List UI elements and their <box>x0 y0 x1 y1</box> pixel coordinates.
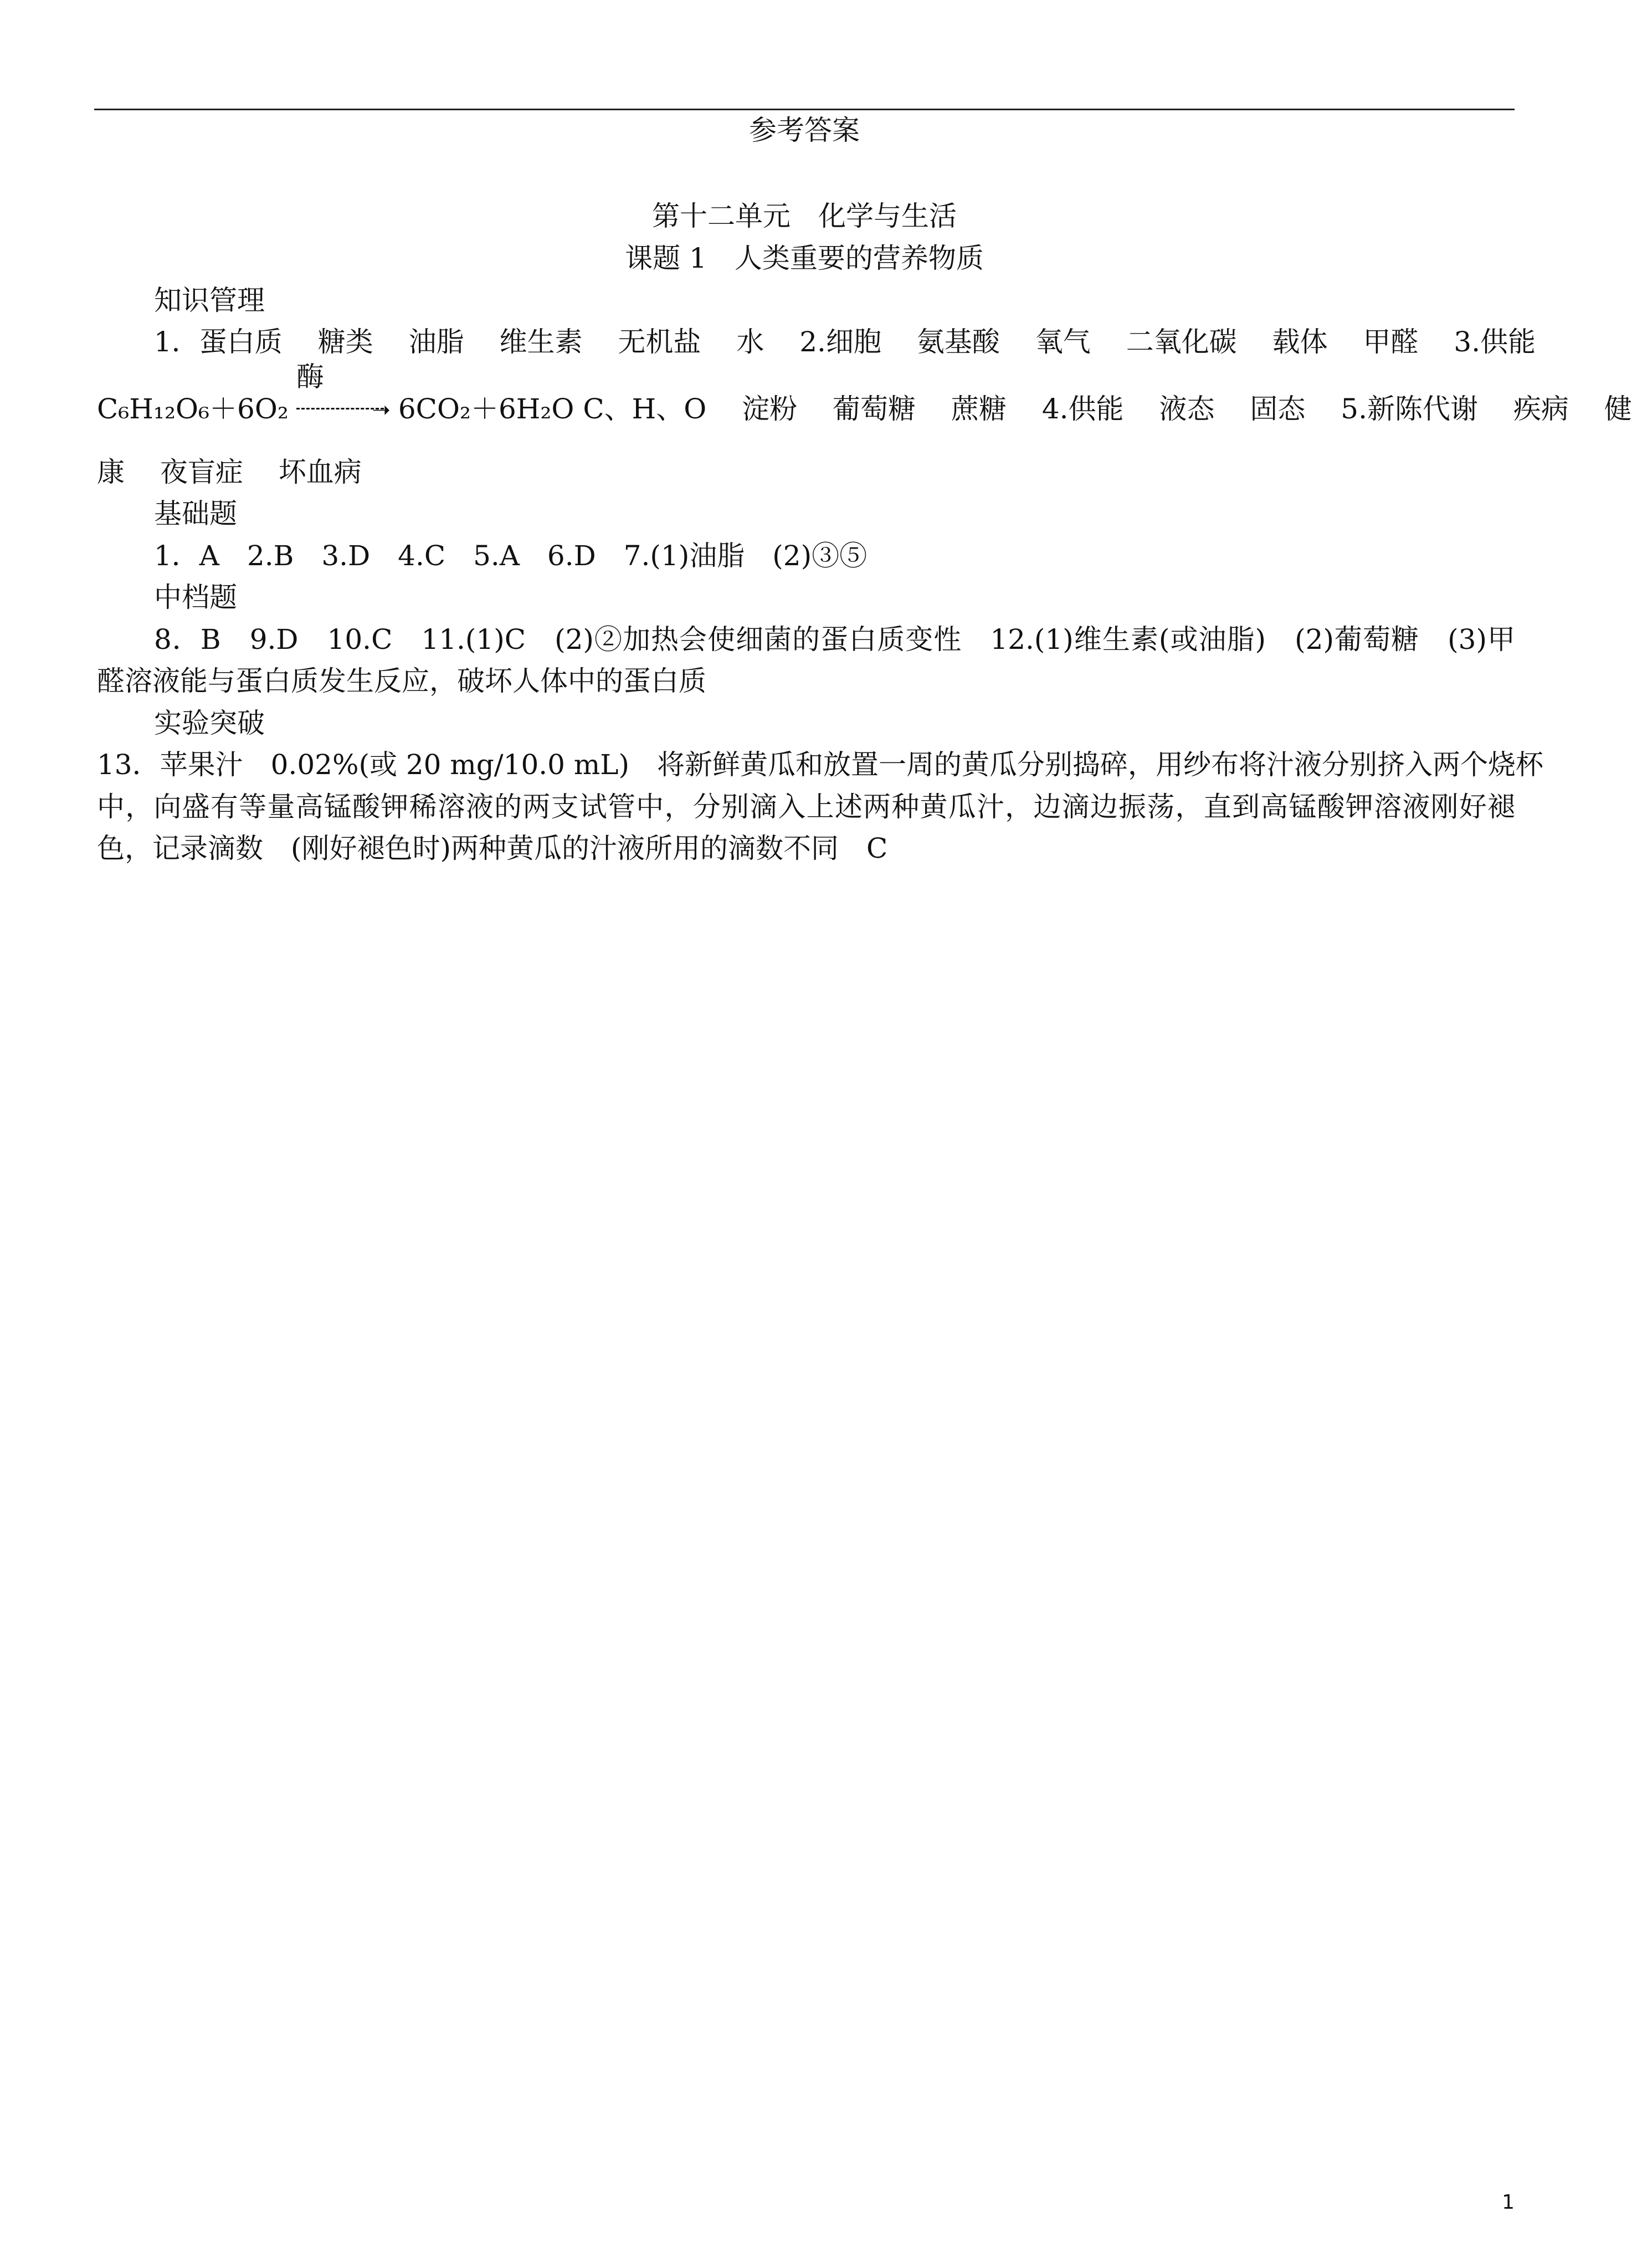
answer-item: 夜盲症 <box>160 456 243 488</box>
medium-answers-line-1: 8．B 9.D 10.C 11.(1)C (2)②加热会使细菌的蛋白质变性 12.(1)维生素(或油脂) (2)葡萄糖 (3)甲 <box>154 623 1515 656</box>
answer-item: 油脂 <box>408 326 464 358</box>
experiment-answers-line-3: 色，记录滴数 (刚好褪色时)两种黄瓜的汁液所用的滴数不同 C <box>97 832 888 864</box>
knowledge-line-2 <box>97 361 1632 426</box>
reaction-condition: 酶 <box>296 361 324 393</box>
experiment-answers-line-1: 13．苹果汁 0.02%(或 20 mg/10.0 mL) 将新鲜黄瓜和放置一周的黄瓜分别捣碎，用纱布将汁液分别挤入两个烧杯 <box>97 749 1543 781</box>
reaction-arrow-icon: 酶 ➝ <box>296 361 391 423</box>
page-header-title: 参考答案 <box>749 114 860 146</box>
answer-item: 1．蛋白质 <box>154 326 283 358</box>
answer-item: 氨基酸 <box>916 326 1000 358</box>
basic-answers: 1．A 2.B 3.D 4.C 5.A 6.D 7.(1)油脂 (2)③⑤ <box>154 540 868 572</box>
answer-item: 4.供能 <box>1041 393 1124 425</box>
answer-item: 3.供能 <box>1454 326 1536 358</box>
section-heading-medium: 中档题 <box>154 581 237 613</box>
answer-item: C、H、O <box>583 393 707 425</box>
answer-item: 二氧化碳 <box>1126 326 1237 358</box>
section-heading-basic: 基础题 <box>154 498 237 530</box>
section-heading-experiment: 实验突破 <box>154 707 265 739</box>
chemical-equation <box>97 361 574 426</box>
answer-item: 坏血病 <box>278 456 362 488</box>
answer-item: 康 <box>97 456 125 488</box>
experiment-answers-line-2: 中，向盛有等量高锰酸钾稀溶液的两支试管中，分别滴入上述两种黄瓜汁，边滴边振荡，直到高锰酸钾溶液刚好褪 <box>97 791 1515 823</box>
answer-item: 5.新陈代谢 <box>1341 393 1478 425</box>
equation-reactants: C₆H₁₂O₆＋6O₂ <box>97 393 289 425</box>
answer-item: 蔗糖 <box>951 393 1007 425</box>
section-heading-knowledge: 知识管理 <box>154 284 265 316</box>
answer-item: 维生素 <box>499 326 583 358</box>
knowledge-line-3 <box>97 455 1515 489</box>
answer-item: 甲醛 <box>1363 326 1419 358</box>
header-rule <box>94 109 1515 110</box>
medium-answers-line-2: 醛溶液能与蛋白质发生反应，破坏人体中的蛋白质 <box>97 665 706 697</box>
answer-item: 疾病 <box>1513 393 1569 425</box>
answer-item: 固态 <box>1250 393 1306 425</box>
answer-item: 无机盐 <box>618 326 701 358</box>
answer-item: 水 <box>736 326 764 358</box>
lesson-title: 课题 1 人类重要的营养物质 <box>625 242 984 274</box>
answer-item: 健 <box>1604 393 1632 425</box>
equation-products: 6CO₂＋6H₂O <box>398 393 574 425</box>
answer-item: 载体 <box>1272 326 1328 358</box>
answer-item: 淀粉 <box>742 393 798 425</box>
page-number: 1 <box>1502 2191 1515 2214</box>
answer-item: 液态 <box>1159 393 1215 425</box>
unit-title: 第十二单元 化学与生活 <box>652 200 957 232</box>
answer-item: 氧气 <box>1035 326 1091 358</box>
answer-item: 2.细胞 <box>799 326 881 358</box>
knowledge-line-1 <box>154 325 1536 359</box>
answer-item: 糖类 <box>317 326 373 358</box>
answer-item: 葡萄糖 <box>833 393 916 425</box>
